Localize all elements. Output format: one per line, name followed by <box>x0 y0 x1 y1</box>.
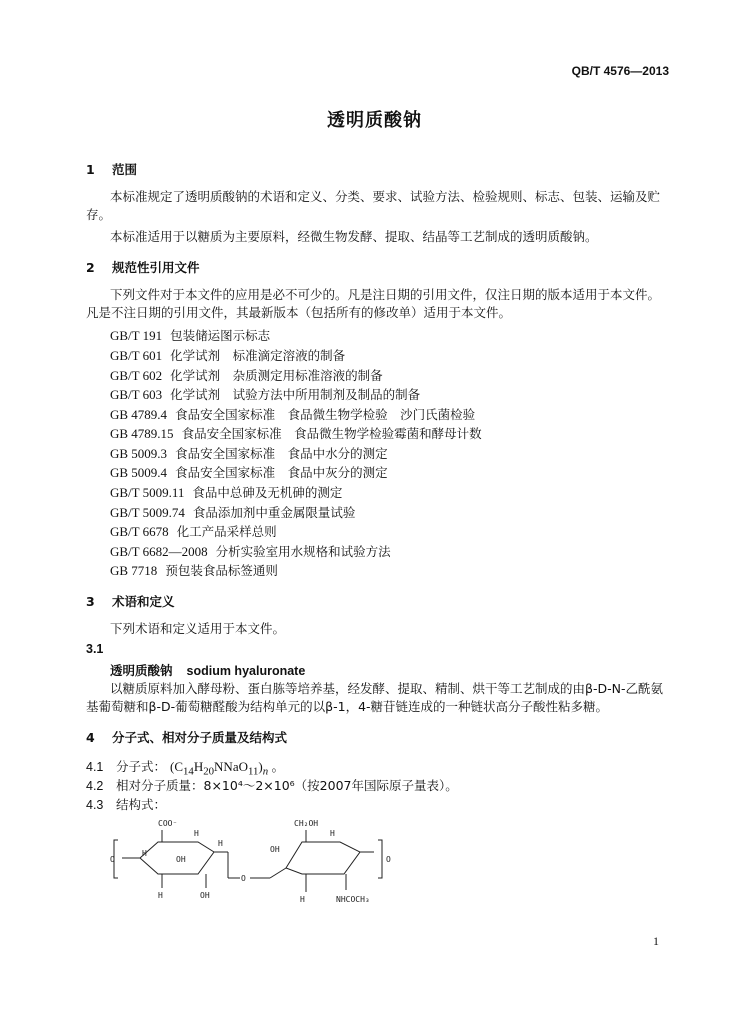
section-number: 1 <box>86 162 95 177</box>
ref-name: 食品安全国家标准 食品中灰分的测定 <box>175 465 388 480</box>
reference-item <box>110 483 342 501</box>
ref-name: 化学试剂 标准滴定溶液的制备 <box>170 348 346 363</box>
subsection-number: 3.1 <box>86 642 104 656</box>
standard-number: QB/T 4576—2013 <box>571 64 669 78</box>
label-h: H <box>194 829 199 838</box>
section-number: 2 <box>86 260 95 275</box>
ref-code: GB 5009.3 <box>110 446 168 461</box>
label-coo: COO⁻ <box>158 819 178 828</box>
term-entry <box>110 661 305 679</box>
item-number: 4.3 <box>86 798 104 812</box>
ref-name: 化学试剂 杂质测定用标准溶液的制备 <box>170 368 383 383</box>
ref-code: GB 7718 <box>110 563 158 578</box>
item-text: 相对分子质量：8×10⁴～2×10⁶（按2007年国际原子量表）。 <box>116 778 458 793</box>
ref-name: 化工产品采样总则 <box>176 524 277 539</box>
ref-code: GB/T 6678 <box>110 524 169 539</box>
ref-code: GB/T 603 <box>110 387 163 402</box>
label-o: O <box>110 855 115 864</box>
reference-item <box>110 503 355 521</box>
reference-item <box>110 444 388 462</box>
reference-item <box>110 346 345 364</box>
reference-item <box>110 542 391 560</box>
section-2-heading <box>86 258 200 276</box>
structural-formula <box>110 812 410 908</box>
label-h: H <box>330 829 335 838</box>
reference-item <box>110 405 475 423</box>
term-english: sodium hyaluronate <box>186 664 306 678</box>
section-title: 分子式、相对分子质量及结构式 <box>112 730 288 745</box>
label-h: H <box>300 895 305 904</box>
reference-item <box>110 385 420 403</box>
label-nhcoch3: NHCOCH₃ <box>336 895 370 904</box>
section-number: 4 <box>86 730 95 745</box>
term-definition: 以糖质原料加入酵母粉、蛋白胨等培养基，经发酵、提取、精制、烘干等工艺制成的由β-D-N-乙酰氨基葡萄糖和β-D-葡萄糖醛酸为结构单元的以β-1，4-糖苷链连成的一种链状高分子酸性粘多糖。 <box>86 681 663 714</box>
ref-code: GB/T 191 <box>110 328 163 343</box>
item-4-2 <box>86 776 458 794</box>
label-h: H <box>158 891 163 900</box>
reference-item <box>110 366 383 384</box>
label-ch2oh: CH₂OH <box>294 819 319 828</box>
section-title: 规范性引用文件 <box>112 260 200 275</box>
item-label: 分子式： <box>116 759 167 774</box>
ref-name: 食品添加剂中重金属限量试验 <box>192 505 356 520</box>
reference-item <box>110 424 482 442</box>
section-title: 范围 <box>112 162 138 177</box>
page-number: 1 <box>653 934 659 948</box>
paragraph: 本标准规定了透明质酸钠的术语和定义、分类、要求、试验方法、检验规则、标志、包装、运输及贮存。 <box>86 189 661 222</box>
label-h: H <box>218 839 223 848</box>
molecular-formula: $(C_{14}H_{20}NNaO_{11})_n$ 。 <box>170 759 285 778</box>
reference-item <box>110 326 270 344</box>
bracket-right <box>378 840 382 878</box>
section-4-heading <box>86 728 287 746</box>
ref-name: 分析实验室用水规格和试验方法 <box>215 544 391 559</box>
ref-code: GB/T 601 <box>110 348 163 363</box>
item-number: 4.1 <box>86 760 104 774</box>
ref-name: 食品安全国家标准 食品微生物学检验霉菌和酵母计数 <box>181 426 482 441</box>
ref-name: 化学试剂 试验方法中所用制剂及制品的制备 <box>170 387 421 402</box>
ref-name: 食品安全国家标准 食品微生物学检验 沙门氏菌检验 <box>175 407 476 422</box>
section-number: 3 <box>86 594 95 609</box>
ref-code: GB/T 6682—2008 <box>110 544 208 559</box>
ref-name: 包装储运图示标志 <box>170 328 271 343</box>
section-1-heading <box>86 160 137 178</box>
ref-name: 预包装食品标签通则 <box>165 563 278 578</box>
item-text: 结构式： <box>116 797 167 812</box>
paragraph: 下列术语和定义适用于本文件。 <box>110 621 286 636</box>
ref-code: GB 4789.4 <box>110 407 168 422</box>
label-oh: OH <box>176 855 186 864</box>
label-oh: OH <box>270 845 280 854</box>
item-4-3 <box>86 795 166 813</box>
paragraph: 本标准适用于以糖质为主要原料，经微生物发酵、提取、结晶等工艺制成的透明质酸钠。 <box>110 229 598 244</box>
ref-code: GB/T 602 <box>110 368 163 383</box>
label-oh: OH <box>200 891 210 900</box>
ref-name: 食品中总砷及无机砷的测定 <box>192 485 343 500</box>
label-h: H <box>142 849 147 858</box>
section-3-heading <box>86 592 175 610</box>
page-title: 透明质酸钠 <box>327 110 422 131</box>
ref-name: 食品安全国家标准 食品中水分的测定 <box>175 446 388 461</box>
reference-item <box>110 463 388 481</box>
reference-item <box>110 522 277 540</box>
label-o: O <box>241 874 246 883</box>
ref-code: GB/T 5009.11 <box>110 485 185 500</box>
ref-code: GB 4789.15 <box>110 426 174 441</box>
item-4-1 <box>86 756 284 778</box>
term-chinese: 透明质酸钠 <box>110 663 173 678</box>
ring-2 <box>286 842 360 874</box>
label-o: O <box>386 855 391 864</box>
ref-code: GB/T 5009.74 <box>110 505 185 520</box>
ref-code: GB 5009.4 <box>110 465 168 480</box>
item-number: 4.2 <box>86 779 104 793</box>
paragraph: 下列文件对于本文件的应用是必不可少的。凡是注日期的引用文件，仅注日期的版本适用于本文件。凡是不注日期的引用文件，其最新版本（包括所有的修改单）适用于本文件。 <box>86 287 661 320</box>
section-title: 术语和定义 <box>112 594 175 609</box>
reference-item <box>110 561 278 579</box>
